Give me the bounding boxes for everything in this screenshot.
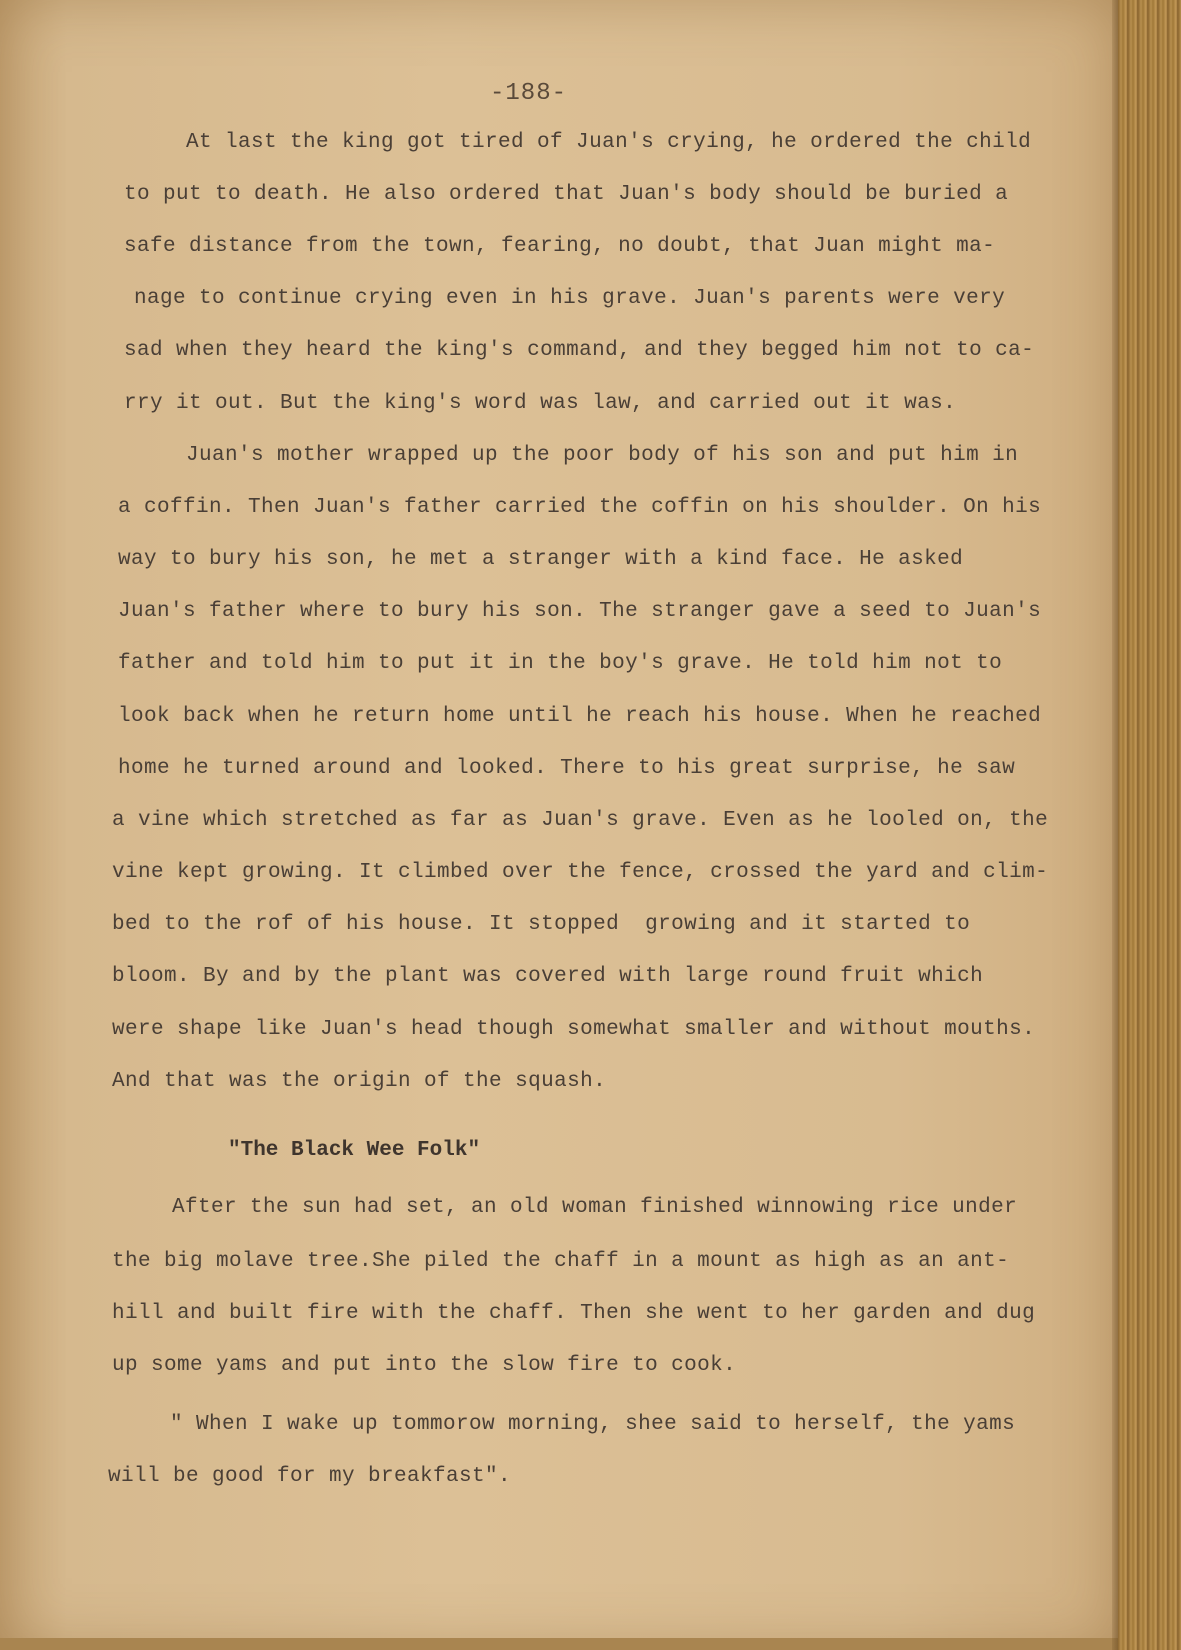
text-line: up some yams and put into the slow fire to cook. bbox=[112, 1354, 737, 1377]
text-line: home he turned around and looked. There to his great surprise, he saw bbox=[118, 757, 1016, 780]
text-line: a coffin. Then Juan's father carried the coffin on his shoulder. On his bbox=[118, 496, 1042, 519]
text-line: father and told him to put it in the boy's grave. He told him not to bbox=[118, 652, 1003, 675]
text-line: After the sun had set, an old woman finished winnowing rice under bbox=[172, 1196, 1018, 1219]
text-line: At last the king got tired of Juan's crying, he ordered the child bbox=[186, 131, 1032, 154]
text-line: Juan's mother wrapped up the poor body of his son and put him in bbox=[186, 444, 1019, 467]
text-line: And that was the origin of the squash. bbox=[112, 1070, 607, 1093]
text-line: bed to the rof of his house. It stopped growing and it started to bbox=[112, 913, 971, 936]
text-line: bloom. By and by the plant was covered with large round fruit which bbox=[112, 965, 984, 988]
text-line: hill and built fire with the chaff. Then she went to her garden and dug bbox=[112, 1302, 1036, 1325]
text-line: Juan's father where to bury his son. The stranger gave a seed to Juan's bbox=[118, 600, 1042, 623]
text-line: nage to continue crying even in his grave. Juan's parents were very bbox=[134, 287, 1006, 310]
text-line: safe distance from the town, fearing, no doubt, that Juan might ma- bbox=[124, 235, 996, 258]
text-line: a vine which stretched as far as Juan's grave. Even as he looled on, the bbox=[112, 809, 1049, 832]
page-bottom-edge bbox=[0, 1638, 1118, 1650]
text-line: way to bury his son, he met a stranger with a kind face. He asked bbox=[118, 548, 964, 571]
page-number: -188- bbox=[490, 80, 568, 107]
text-line: sad when they heard the king's command, and they begged him not to ca- bbox=[124, 339, 1035, 362]
text-line: will be good for my breakfast". bbox=[108, 1465, 512, 1488]
text-line: to put to death. He also ordered that Juan's body should be buried a bbox=[124, 183, 1009, 206]
text-line: look back when he return home until he reach his house. When he reached bbox=[118, 705, 1042, 728]
text-line: " When I wake up tommorow morning, shee said to herself, the yams bbox=[170, 1413, 1016, 1436]
text-line: the big molave tree.She piled the chaff in a mount as high as an ant- bbox=[112, 1250, 1010, 1273]
story-title: "The Black Wee Folk" bbox=[228, 1139, 481, 1162]
book-binding-edge bbox=[1118, 0, 1181, 1650]
text-line: rry it out. But the king's word was law, and carried out it was. bbox=[124, 392, 957, 415]
text-line: were shape like Juan's head though somewhat smaller and without mouths. bbox=[112, 1018, 1036, 1041]
text-line: vine kept growing. It climbed over the fence, crossed the yard and clim- bbox=[112, 861, 1049, 884]
